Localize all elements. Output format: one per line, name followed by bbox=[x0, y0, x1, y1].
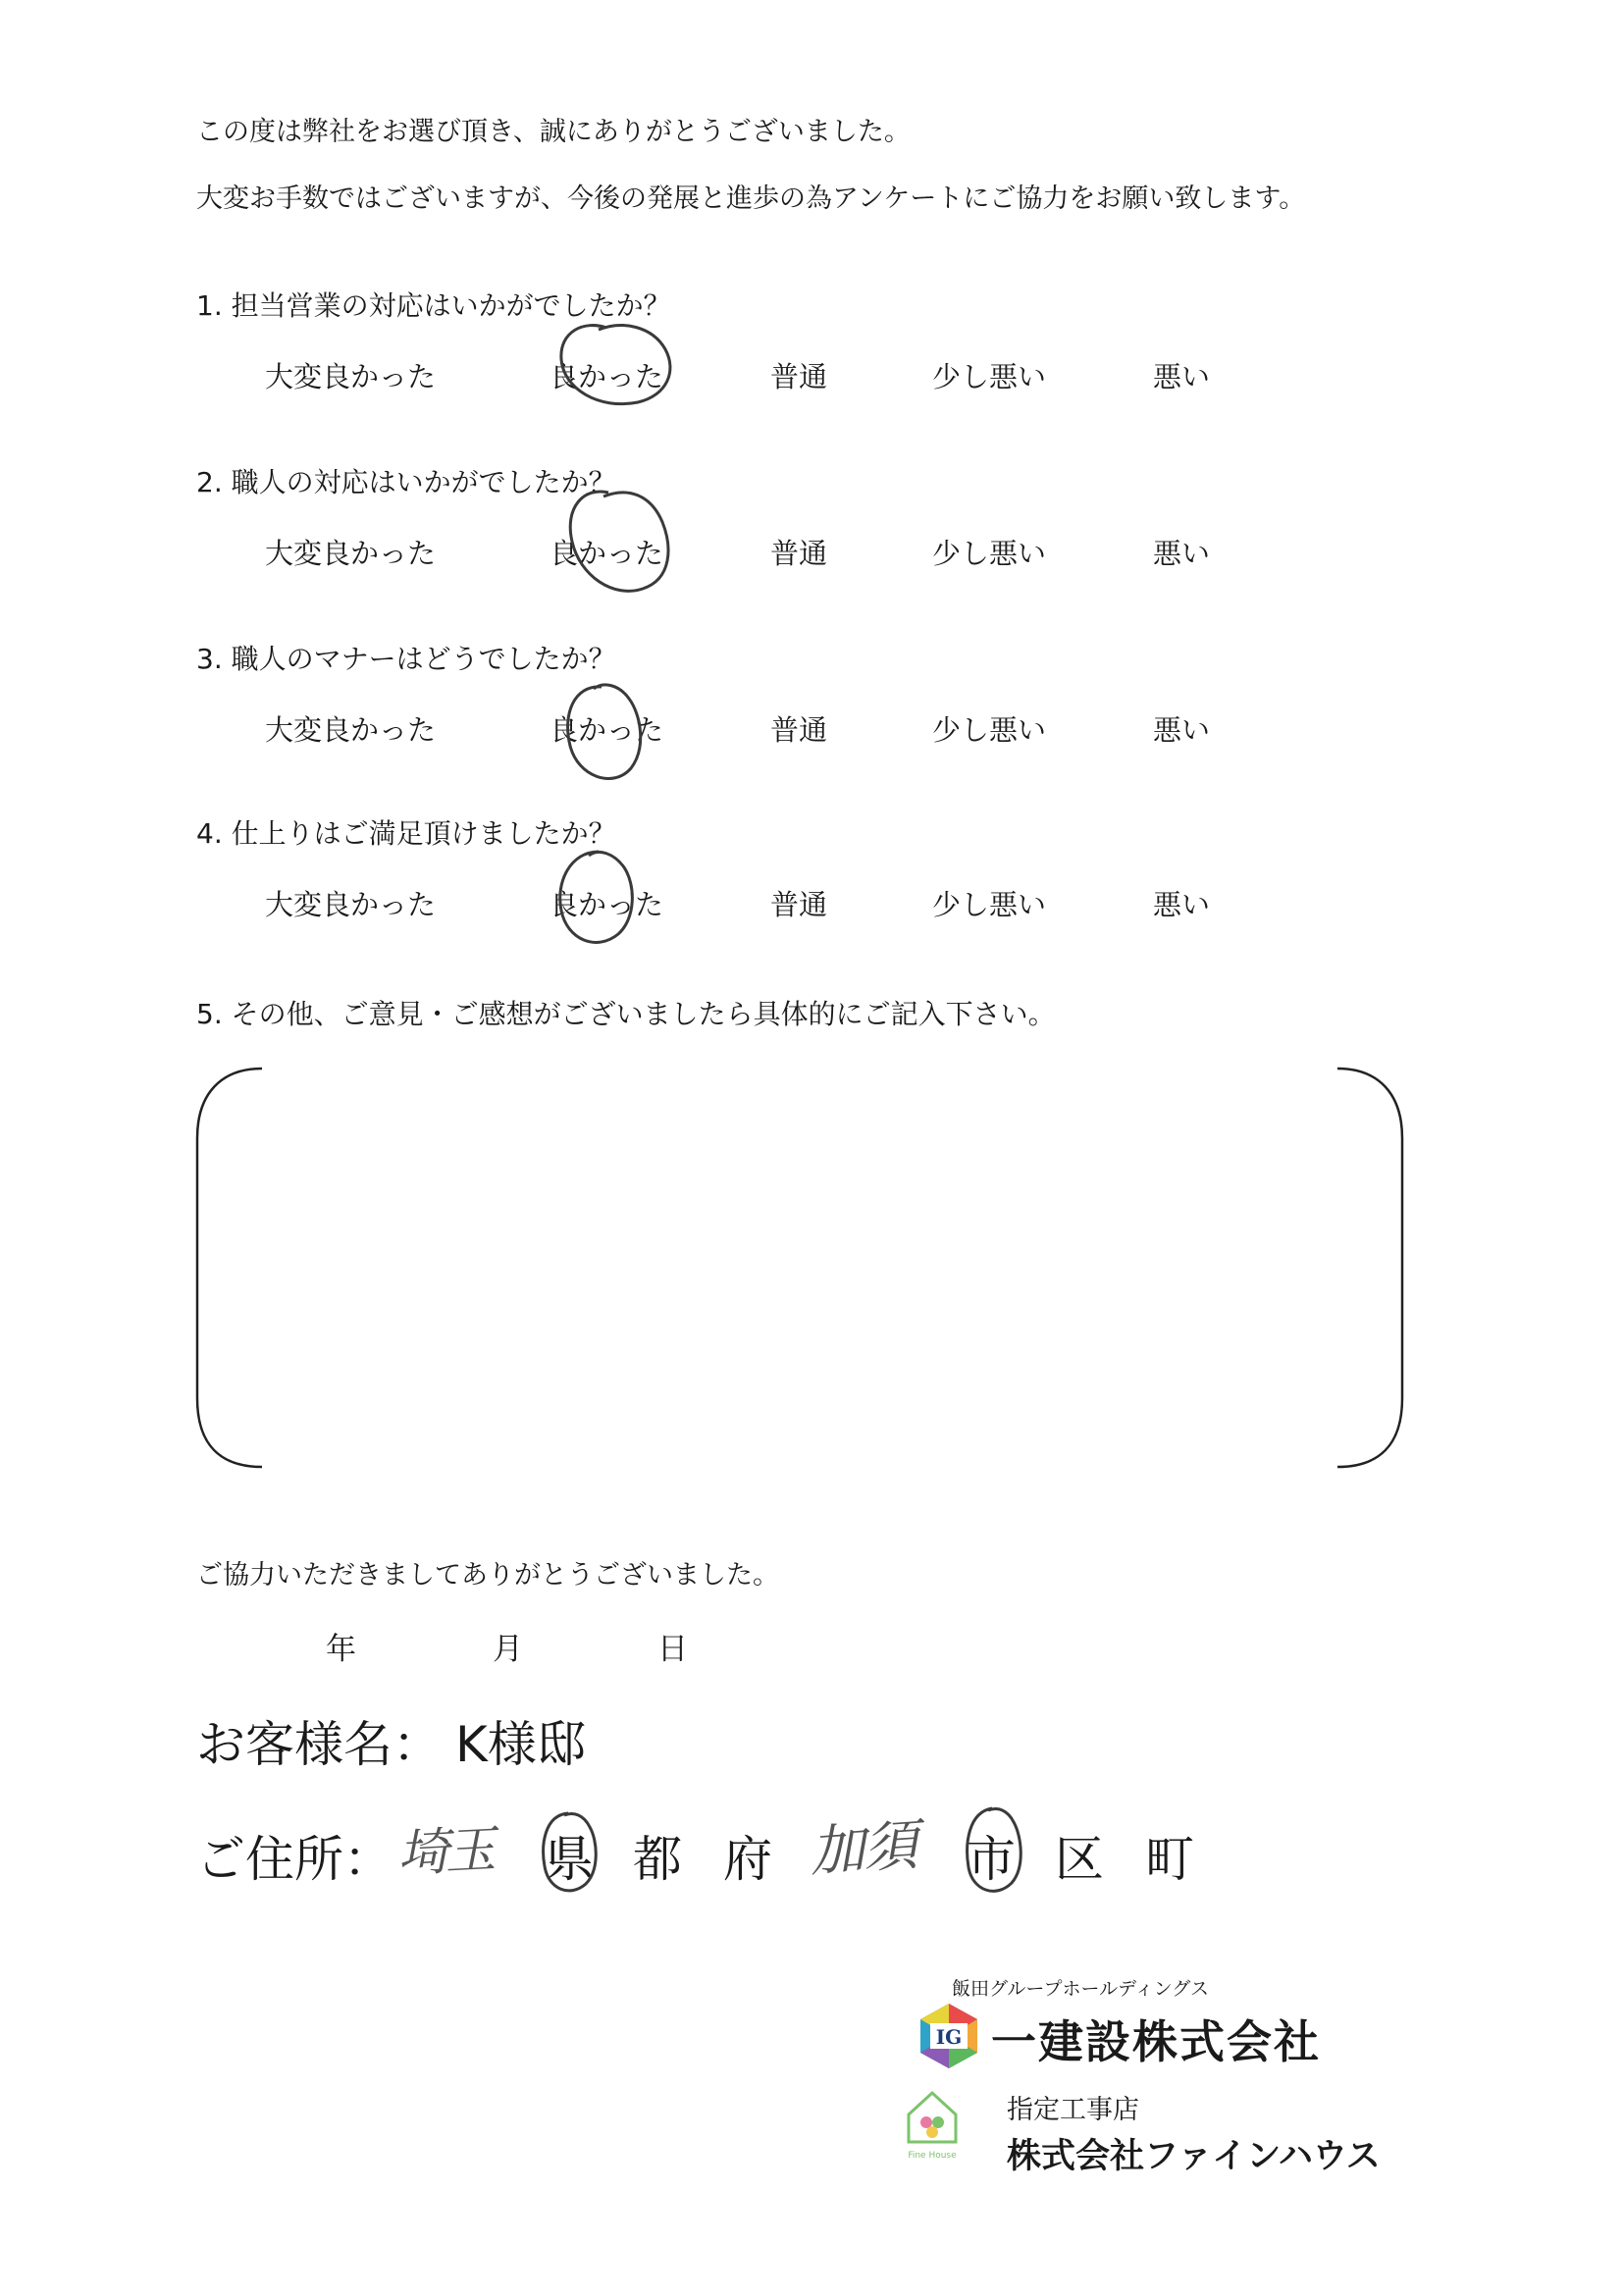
option-bad[interactable]: 悪い bbox=[1153, 360, 1211, 393]
question-4 bbox=[196, 812, 616, 852]
question-1 bbox=[196, 285, 671, 324]
intro-line-2: 大変お手数ではございますが、今後の発展と進歩の為アンケートにご協力をお願い致します。 bbox=[196, 183, 1306, 214]
option-normal[interactable]: 普通 bbox=[770, 360, 828, 393]
question-number: 1. bbox=[196, 289, 223, 322]
option-very-good[interactable]: 大変良かった bbox=[265, 888, 437, 921]
option-good[interactable]: 良かった bbox=[550, 713, 664, 747]
question-2 bbox=[196, 461, 616, 500]
option-normal[interactable]: 普通 bbox=[770, 537, 828, 570]
question-3 bbox=[196, 638, 616, 677]
svg-text:IG: IG bbox=[935, 2025, 963, 2049]
pref-fu-label: 府 bbox=[723, 1831, 772, 1888]
pref-to-label: 都 bbox=[633, 1831, 682, 1888]
option-bad[interactable]: 悪い bbox=[1153, 713, 1211, 747]
thanks-text: ご協力いただきましてありがとうございました。 bbox=[196, 1560, 779, 1591]
question-text: 職人のマナーはどうでしたか？ bbox=[231, 643, 616, 675]
svg-text:Fine House: Fine House bbox=[908, 2151, 957, 2161]
date-month-label: 月 bbox=[493, 1632, 523, 1667]
question-text: 担当営業の対応はいかがでしたか？ bbox=[231, 289, 671, 322]
option-slightly-bad[interactable]: 少し悪い bbox=[932, 360, 1047, 393]
option-very-good[interactable]: 大変良かった bbox=[265, 713, 437, 747]
designated-label: 指定工事店 bbox=[1007, 2095, 1139, 2125]
option-very-good[interactable]: 大変良かった bbox=[265, 537, 437, 570]
question-number: 3. bbox=[196, 643, 223, 675]
contractor-name: 株式会社ファインハウス bbox=[1007, 2137, 1381, 2176]
option-slightly-bad[interactable]: 少し悪い bbox=[932, 537, 1047, 570]
option-bad[interactable]: 悪い bbox=[1153, 537, 1211, 570]
city-shi-label: 市 bbox=[967, 1831, 1016, 1888]
city-ku-label: 区 bbox=[1055, 1831, 1104, 1888]
option-slightly-bad[interactable]: 少し悪い bbox=[932, 713, 1047, 747]
option-good[interactable]: 良かった bbox=[550, 537, 664, 570]
question-text: 職人の対応はいかがでしたか？ bbox=[231, 466, 616, 498]
handwritten-prefecture: 埼玉 bbox=[395, 1820, 494, 1885]
date-day-label: 日 bbox=[657, 1632, 688, 1667]
customer-name-value: K様邸 bbox=[455, 1716, 586, 1773]
question-number: 5. bbox=[196, 998, 223, 1030]
question-number: 4. bbox=[196, 817, 223, 850]
handwritten-city: 加須 bbox=[808, 1813, 918, 1885]
finehouse-logo-icon bbox=[903, 2085, 962, 2164]
option-good[interactable]: 良かった bbox=[550, 360, 664, 393]
customer-name-row bbox=[196, 1705, 586, 1776]
company-name: 一建設株式会社 bbox=[991, 2015, 1321, 2068]
customer-name-label: お客様名： bbox=[196, 1716, 442, 1773]
city-cho-label: 町 bbox=[1145, 1831, 1194, 1888]
date-year-label: 年 bbox=[326, 1632, 356, 1667]
option-very-good[interactable]: 大変良かった bbox=[265, 360, 437, 393]
option-good[interactable]: 良かった bbox=[550, 888, 664, 921]
group-name: 飯田グループホールディングス bbox=[952, 1978, 1210, 2000]
question-number: 2. bbox=[196, 466, 223, 498]
option-slightly-bad[interactable]: 少し悪い bbox=[932, 888, 1047, 921]
question-text: 仕上りはご満足頂けましたか？ bbox=[231, 817, 616, 850]
intro-line-1: この度は弊社をお選び頂き、誠にありがとうございました。 bbox=[196, 117, 911, 147]
option-bad[interactable]: 悪い bbox=[1153, 888, 1211, 921]
comment-box[interactable] bbox=[191, 1065, 1408, 1482]
pref-ken-label: 県 bbox=[545, 1831, 594, 1888]
question-text: その他、ご意見・ご感想がございましたら具体的にご記入下さい。 bbox=[231, 998, 1056, 1030]
question-5 bbox=[196, 993, 1056, 1032]
ig-logo-icon bbox=[915, 2002, 983, 2070]
option-normal[interactable]: 普通 bbox=[770, 713, 828, 747]
option-normal[interactable]: 普通 bbox=[770, 888, 828, 921]
address-label: ご住所： bbox=[196, 1831, 393, 1888]
